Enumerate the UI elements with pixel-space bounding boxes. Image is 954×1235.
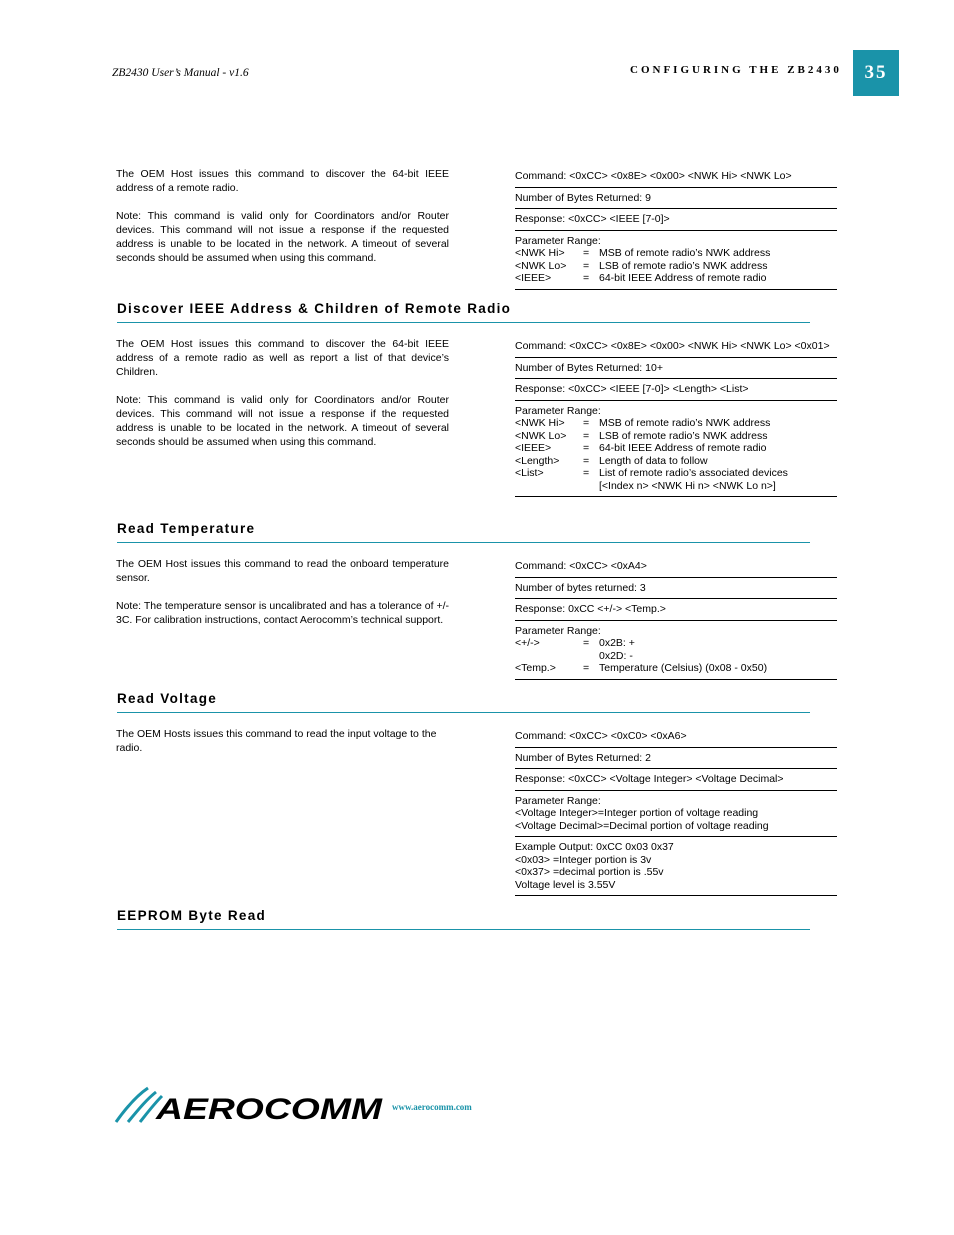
page-number-badge: 35	[853, 50, 899, 96]
response-row: Response: <0xCC> <Voltage Integer> <Voltage Decimal>	[515, 769, 837, 791]
param-value: 0x2D: -	[599, 649, 633, 662]
param-value: 0x2B: +	[599, 637, 635, 649]
param-key: <NWK Hi>	[515, 247, 565, 259]
section-0-description-block	[116, 167, 449, 279]
section-1-description-block	[116, 337, 449, 463]
section-0-description: The OEM Host issues this command to discover the 64-bit IEEE address of a remote radio.	[116, 168, 449, 194]
param-key: <IEEE>	[515, 272, 552, 284]
section-2-description: The OEM Host issues this command to read the onboard temperature sensor.	[116, 558, 449, 584]
param-eq: =	[583, 467, 590, 479]
param-line	[515, 430, 837, 443]
param-value: LSB of remote radio’s NWK address	[599, 429, 768, 442]
section-0-note	[116, 209, 449, 265]
response-row: Response: 0xCC <+/-> <Temp.>	[515, 599, 837, 621]
section-3-description-block	[116, 727, 449, 769]
param-key: <NWK Hi>	[515, 417, 565, 429]
param-eq: =	[583, 454, 590, 467]
section-1-command-table	[515, 338, 837, 497]
param-line	[515, 662, 837, 675]
bytes-returned-row: Number of Bytes Returned: 10+	[515, 358, 837, 380]
param-line	[515, 272, 837, 285]
param-line	[515, 637, 837, 650]
param-key: <+/->	[515, 637, 540, 649]
bytes-returned-row: Number of bytes returned: 3	[515, 578, 837, 600]
section-0-command-table	[515, 168, 837, 290]
param-value: MSB of remote radio’s NWK address	[599, 247, 771, 259]
parameter-range-row	[515, 231, 837, 290]
example-line: Example Output: 0xCC 0x03 0x37	[515, 841, 674, 853]
param-eq: =	[583, 442, 590, 454]
note-label: Note:	[116, 600, 142, 612]
note-text: This command is valid only for Coordinators and/or Router devices. This command will not issue a response if the requested address is unable to be located in the network. A timeout of several seconds should be assumed when using this command.	[116, 394, 449, 448]
param-eq: =	[583, 259, 590, 272]
footer-url[interactable]: www.aerocomm.com	[392, 1102, 472, 1112]
parameter-range-row	[515, 791, 837, 838]
param-line	[515, 260, 837, 273]
parameter-range-label: Parameter Range:	[515, 794, 601, 807]
response-row: Response: <0xCC> <IEEE [7-0]>	[515, 209, 837, 231]
param-line	[515, 455, 837, 468]
command-row: Command: <0xCC> <0xA4>	[515, 558, 837, 578]
param-line	[515, 650, 837, 663]
bytes-returned-row: Number of Bytes Returned: 9	[515, 188, 837, 210]
param-eq: =	[583, 247, 590, 259]
note-text: The temperature sensor is uncalibrated and has a tolerance of +/- 3C. For calibration instructions, contact Aerocomm’s technical support.	[116, 600, 449, 626]
param-eq	[583, 480, 599, 493]
section-1-note	[116, 393, 449, 449]
param-eq: =	[583, 417, 590, 429]
param-line: <Voltage Integer>=Integer portion of voltage reading	[515, 807, 759, 819]
example-line: <0x37> =decimal portion is .55v	[515, 866, 664, 878]
bytes-returned-row: Number of Bytes Returned: 2	[515, 748, 837, 770]
param-value: LSB of remote radio’s NWK address	[599, 259, 768, 272]
param-value: Temperature (Celsius) (0x08 - 0x50)	[599, 662, 768, 674]
note-label: Note:	[116, 394, 142, 406]
command-row: Command: <0xCC> <0x8E> <0x00> <NWK Hi> <NWK Lo> <0x01>	[515, 338, 837, 358]
param-key: <NWK Lo>	[515, 259, 567, 272]
parameter-range-row	[515, 621, 837, 680]
param-value: 64-bit IEEE Address of remote radio	[599, 272, 767, 284]
section-2-note	[116, 599, 449, 627]
param-line	[515, 247, 837, 260]
param-key: <NWK Lo>	[515, 429, 567, 442]
param-line	[515, 480, 837, 493]
response-row: Response: <0xCC> <IEEE [7-0]> <Length> <List>	[515, 379, 837, 401]
param-value: [<Index n> <NWK Hi n> <NWK Lo n>]	[599, 479, 776, 492]
param-key: <List>	[515, 467, 544, 479]
aerocomm-logo-mark	[112, 1082, 384, 1126]
section-title-discover-ieee-children: Discover IEEE Address & Children of Remote Radio	[117, 301, 810, 323]
parameter-range-label: Parameter Range:	[515, 234, 601, 247]
param-key: <Length>	[515, 454, 560, 467]
param-value: Length of data to follow	[599, 454, 708, 467]
param-value: MSB of remote radio’s NWK address	[599, 417, 771, 429]
param-key	[515, 480, 583, 493]
param-eq: =	[583, 662, 590, 674]
section-2-command-table	[515, 558, 837, 680]
param-line	[515, 467, 837, 480]
section-title-read-temperature: Read Temperature	[117, 521, 810, 543]
section-title-read-voltage: Read Voltage	[117, 691, 810, 713]
command-row: Command: <0xCC> <0xC0> <0xA6>	[515, 728, 837, 748]
manual-title: ZB2430 User’s Manual - v1.6	[112, 67, 249, 79]
logo-text: AEROCOMM	[154, 1093, 384, 1126]
example-output-row	[515, 837, 837, 896]
param-line	[515, 442, 837, 455]
parameter-range-row	[515, 401, 837, 498]
param-value: List of remote radio’s associated devices	[599, 467, 788, 479]
example-line: <0x03> =Integer portion is 3v	[515, 853, 652, 866]
parameter-range-label: Parameter Range:	[515, 624, 601, 637]
chapter-title: CONFIGURING THE ZB2430	[630, 64, 842, 76]
aerocomm-logo	[112, 1082, 384, 1131]
param-eq: =	[583, 429, 590, 442]
param-key: <Temp.>	[515, 662, 556, 674]
section-2-description-block	[116, 557, 449, 641]
param-key: <IEEE>	[515, 442, 552, 454]
section-1-description: The OEM Host issues this command to discover the 64-bit IEEE address of a remote radio as well as report a list of that device’s Children.	[116, 338, 449, 378]
param-value: 64-bit IEEE Address of remote radio	[599, 442, 767, 454]
note-text: This command is valid only for Coordinators and/or Router devices. This command will not issue a response if the requested address is unable to be located in the network. A timeout of several seconds should be assumed when using this command.	[116, 210, 449, 264]
param-line: <Voltage Decimal>=Decimal portion of voltage reading	[515, 819, 769, 832]
param-line	[515, 417, 837, 430]
parameter-range-label: Parameter Range:	[515, 404, 601, 417]
section-3-description: The OEM Hosts issues this command to read the input voltage to the radio.	[116, 728, 437, 754]
command-row: Command: <0xCC> <0x8E> <0x00> <NWK Hi> <NWK Lo>	[515, 168, 837, 188]
param-eq	[583, 650, 599, 663]
section-title-eeprom-byte-read: EEPROM Byte Read	[117, 908, 810, 930]
param-key	[515, 650, 583, 663]
param-eq: =	[583, 272, 590, 284]
example-line: Voltage level is 3.55V	[515, 878, 616, 891]
section-3-command-table	[515, 728, 837, 896]
param-eq: =	[583, 637, 590, 649]
note-label: Note:	[116, 210, 142, 222]
